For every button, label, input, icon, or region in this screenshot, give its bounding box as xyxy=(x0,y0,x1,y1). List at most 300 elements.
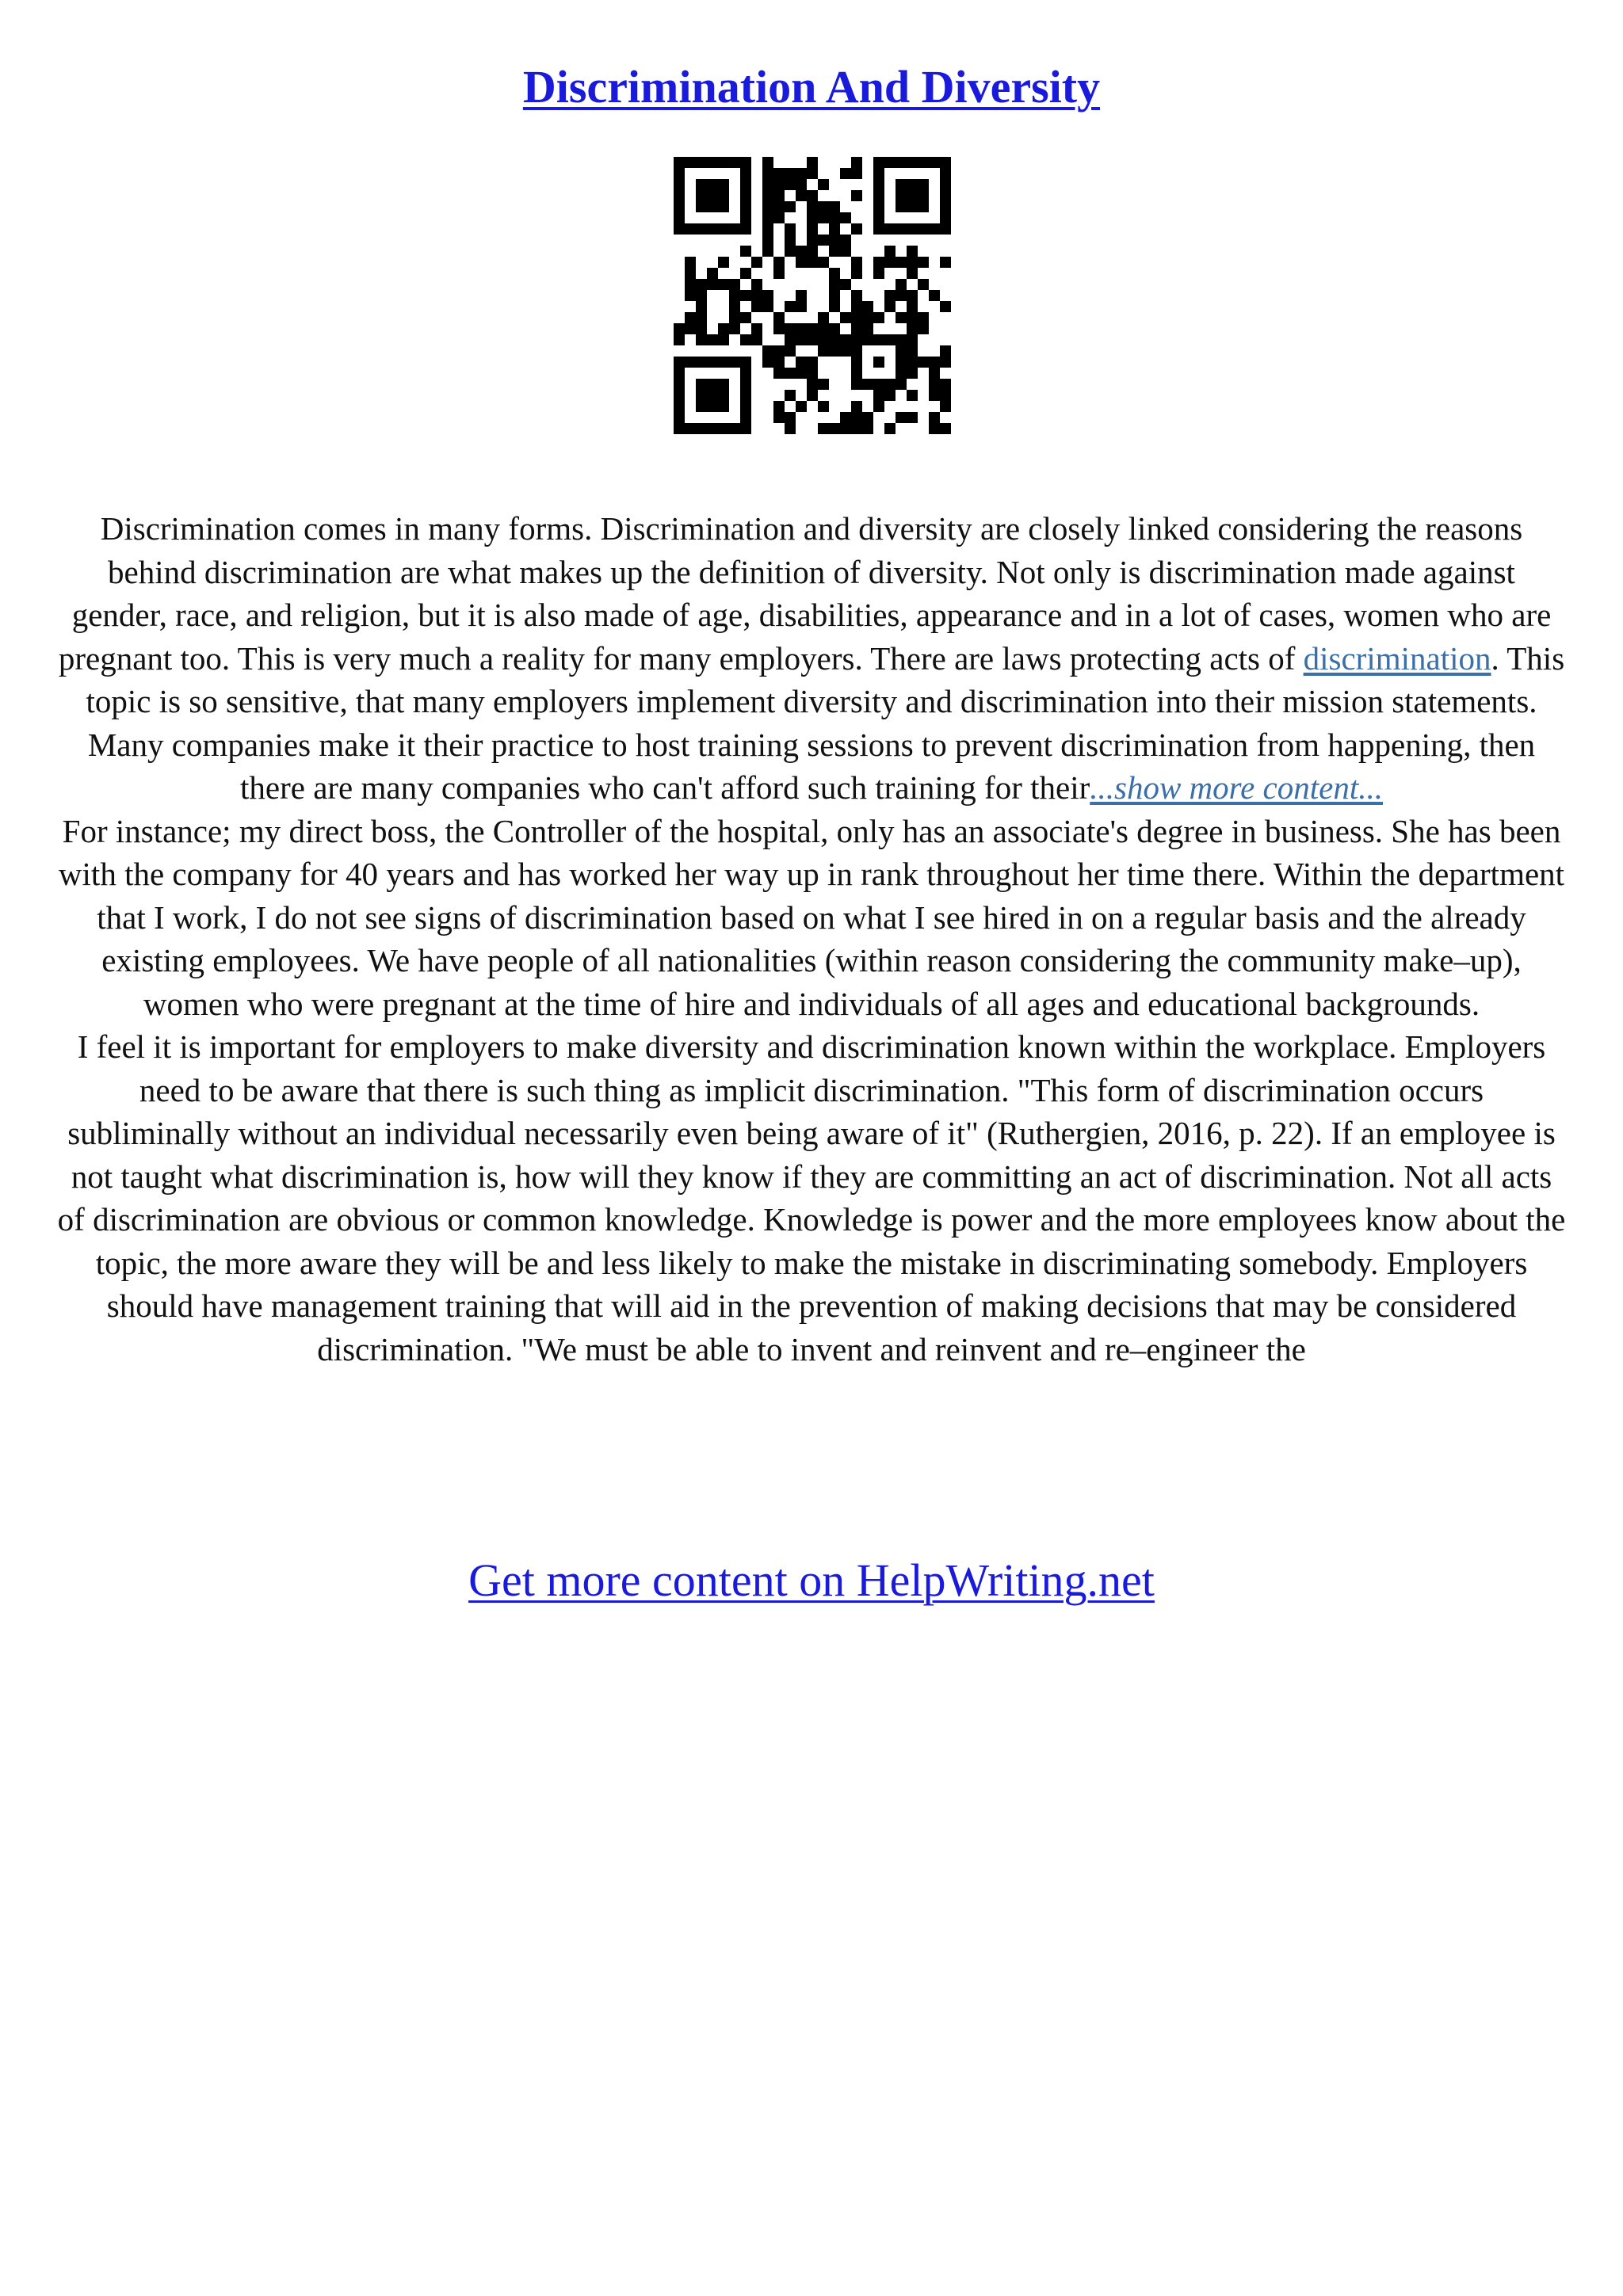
qr-module xyxy=(840,312,851,323)
qr-module xyxy=(685,423,696,434)
qr-module xyxy=(773,345,785,357)
qr-module xyxy=(718,390,729,401)
qr-module xyxy=(807,190,818,201)
qr-module xyxy=(740,190,751,201)
qr-module xyxy=(907,257,918,268)
qr-module xyxy=(884,257,896,268)
qr-module xyxy=(918,357,929,368)
qr-module xyxy=(762,179,773,190)
qr-module xyxy=(773,357,785,368)
qr-module xyxy=(751,290,762,301)
qr-module xyxy=(851,345,862,357)
qr-module xyxy=(884,223,896,235)
qr-module xyxy=(929,423,940,434)
qr-module xyxy=(818,312,829,323)
qr-module xyxy=(884,334,896,345)
qr-module xyxy=(685,290,696,301)
qr-module xyxy=(740,401,751,412)
qr-module xyxy=(907,268,918,279)
qr-module xyxy=(862,301,873,312)
qr-module xyxy=(907,190,918,201)
qr-module xyxy=(773,168,785,179)
qr-module xyxy=(773,179,785,190)
qr-module xyxy=(796,246,807,257)
qr-module xyxy=(807,368,818,379)
qr-module xyxy=(873,401,884,412)
qr-module xyxy=(829,223,840,235)
qr-module xyxy=(862,379,873,390)
qr-module xyxy=(807,235,818,246)
qr-module xyxy=(707,357,718,368)
qr-module xyxy=(807,357,818,368)
qr-module xyxy=(818,179,829,190)
qr-module xyxy=(674,201,685,212)
qr-module xyxy=(829,279,840,290)
qr-module xyxy=(918,312,929,323)
qr-module xyxy=(674,334,685,345)
qr-module xyxy=(907,201,918,212)
qr-module xyxy=(851,290,862,301)
qr-module xyxy=(873,390,884,401)
qr-module xyxy=(674,368,685,379)
qr-module xyxy=(751,301,762,312)
qr-module xyxy=(907,223,918,235)
qr-module xyxy=(762,357,773,368)
qr-module xyxy=(785,301,796,312)
qr-module xyxy=(751,257,762,268)
qr-module xyxy=(907,290,918,301)
qr-module xyxy=(696,223,707,235)
qr-module xyxy=(785,334,796,345)
qr-module xyxy=(840,334,851,345)
page-title xyxy=(0,55,1623,119)
qr-module xyxy=(918,223,929,235)
qr-module xyxy=(773,201,785,212)
qr-module xyxy=(862,412,873,423)
qr-module xyxy=(785,390,796,401)
paragraph-1-text: Discrimination comes in many forms. Discrimination and diversity are closely linked considering the reasons behind discrimination are what makes up the definition of diversity. Not only is discrimination made against gender, race, and religion, but it is also made of age, disabilities, appearance and in a lot of cases, women who are pregnant too. This is very much a reality for many employers. There are laws protecting acts of xyxy=(58,510,1552,677)
qr-module xyxy=(696,334,707,345)
qr-module xyxy=(896,312,907,323)
qr-module xyxy=(851,379,862,390)
qr-module xyxy=(740,368,751,379)
paragraph-1-text-continued: . This topic is so sensitive, that many employers implement diversity and discrimination into their mission statements. Many companies make it their practice to host training sessions to prevent discrimination from happening, then there are many companies who can't afford such training for their xyxy=(86,639,1565,806)
qr-module xyxy=(807,257,818,268)
qr-module xyxy=(762,190,773,201)
cta-section xyxy=(0,1549,1623,1612)
qr-module xyxy=(896,279,907,290)
qr-module xyxy=(796,357,807,368)
qr-module xyxy=(785,235,796,246)
qr-module xyxy=(762,223,773,235)
qr-module xyxy=(785,201,796,212)
qr-module xyxy=(796,179,807,190)
qr-module xyxy=(840,246,851,257)
qr-module xyxy=(896,157,907,168)
title-link[interactable]: Discrimination And Diversity xyxy=(522,61,1101,113)
qr-module xyxy=(740,423,751,434)
qr-module xyxy=(773,268,785,279)
qr-module xyxy=(674,157,685,168)
qr-module xyxy=(773,368,785,379)
qr-module xyxy=(718,334,729,345)
qr-module xyxy=(918,257,929,268)
qr-module xyxy=(873,223,884,235)
qr-module xyxy=(718,379,729,390)
qr-module xyxy=(907,301,918,312)
qr-module xyxy=(896,223,907,235)
qr-module xyxy=(696,301,707,312)
qr-module xyxy=(785,179,796,190)
qr-module xyxy=(740,357,751,368)
qr-module xyxy=(818,201,829,212)
qr-module xyxy=(929,223,940,235)
qr-module xyxy=(685,157,696,168)
qr-module xyxy=(729,423,740,434)
qr-module xyxy=(696,179,707,190)
paragraph-1 xyxy=(57,507,1566,810)
qr-module xyxy=(873,157,884,168)
qr-module xyxy=(707,268,718,279)
qr-module xyxy=(851,423,862,434)
qr-module xyxy=(696,312,707,323)
qr-module xyxy=(796,190,807,201)
qr-module xyxy=(696,201,707,212)
qr-module xyxy=(873,268,884,279)
qr-module xyxy=(796,334,807,345)
qr-module xyxy=(707,201,718,212)
qr-module xyxy=(785,412,796,423)
qr-module xyxy=(829,301,840,312)
qr-module xyxy=(929,379,940,390)
qr-module xyxy=(807,168,818,179)
qr-module xyxy=(884,390,896,401)
qr-module xyxy=(918,179,929,190)
show-more-link[interactable]: ...show more content... xyxy=(1090,769,1383,806)
qr-module xyxy=(818,345,829,357)
qr-module xyxy=(785,223,796,235)
qr-module xyxy=(762,246,773,257)
qr-module xyxy=(718,223,729,235)
qr-module xyxy=(896,412,907,423)
qr-module xyxy=(829,290,840,301)
qr-module xyxy=(818,423,829,434)
qr-module xyxy=(896,290,907,301)
qr-module xyxy=(807,334,818,345)
qr-module xyxy=(696,157,707,168)
qr-module xyxy=(729,223,740,235)
qr-module xyxy=(718,179,729,190)
qr-module xyxy=(751,323,762,334)
qr-module xyxy=(796,401,807,412)
qr-module xyxy=(740,246,751,257)
qr-module xyxy=(685,223,696,235)
qr-module xyxy=(729,312,740,323)
qr-module xyxy=(873,179,884,190)
qr-module xyxy=(940,168,951,179)
qr-module xyxy=(840,279,851,290)
qr-module xyxy=(685,279,696,290)
qr-module xyxy=(762,235,773,246)
qr-module xyxy=(873,190,884,201)
qr-module xyxy=(707,334,718,345)
qr-module xyxy=(873,212,884,223)
qr-module xyxy=(907,345,918,357)
qr-module xyxy=(907,412,918,423)
qr-module xyxy=(851,257,862,268)
qr-module xyxy=(696,323,707,334)
qr-module xyxy=(785,423,796,434)
qr-module xyxy=(785,368,796,379)
qr-module xyxy=(918,323,929,334)
qr-module xyxy=(907,390,918,401)
qr-module xyxy=(851,412,862,423)
qr-module xyxy=(818,334,829,345)
qr-module xyxy=(773,401,785,412)
qr-module xyxy=(740,312,751,323)
qr-module xyxy=(707,157,718,168)
qr-module xyxy=(729,301,740,312)
qr-module xyxy=(929,368,940,379)
qr-module xyxy=(851,268,862,279)
qr-module xyxy=(718,190,729,201)
qr-module xyxy=(685,323,696,334)
qr-module xyxy=(674,412,685,423)
discrimination-link[interactable]: discrimination xyxy=(1303,639,1491,677)
qr-module xyxy=(707,223,718,235)
qr-module xyxy=(707,179,718,190)
qr-module xyxy=(762,290,773,301)
qr-module xyxy=(940,345,951,357)
qr-module xyxy=(851,312,862,323)
qr-module xyxy=(762,157,773,168)
qr-module xyxy=(751,334,762,345)
qr-module xyxy=(796,257,807,268)
qr-module xyxy=(884,246,896,257)
qr-module xyxy=(940,157,951,168)
qr-module xyxy=(674,323,685,334)
qr-module xyxy=(762,212,773,223)
qr-module xyxy=(796,323,807,334)
qr-module xyxy=(685,312,696,323)
qr-module xyxy=(762,168,773,179)
qr-module xyxy=(674,423,685,434)
qr-module xyxy=(818,379,829,390)
qr-module xyxy=(862,423,873,434)
qr-module xyxy=(773,312,785,323)
qr-module xyxy=(773,323,785,334)
qr-module xyxy=(740,212,751,223)
qr-module xyxy=(740,334,751,345)
qr-module xyxy=(807,390,818,401)
qr-module xyxy=(818,323,829,334)
qr-module xyxy=(729,157,740,168)
qr-module xyxy=(785,246,796,257)
qr-module xyxy=(929,412,940,423)
qr-module xyxy=(696,279,707,290)
qr-module xyxy=(707,190,718,201)
qr-module xyxy=(807,223,818,235)
qr-module xyxy=(929,390,940,401)
qr-module xyxy=(807,212,818,223)
qr-module xyxy=(674,168,685,179)
qr-module xyxy=(707,279,718,290)
qr-code-icon xyxy=(674,157,951,434)
qr-module xyxy=(729,279,740,290)
qr-module xyxy=(718,157,729,168)
qr-module xyxy=(773,257,785,268)
qr-module xyxy=(884,157,896,168)
qr-module xyxy=(696,401,707,412)
qr-module xyxy=(751,279,762,290)
qr-module xyxy=(907,312,918,323)
qr-module xyxy=(851,157,862,168)
qr-module xyxy=(940,223,951,235)
qr-module xyxy=(718,423,729,434)
qr-module xyxy=(674,223,685,235)
qr-module xyxy=(940,390,951,401)
qr-module xyxy=(873,334,884,345)
qr-module xyxy=(896,345,907,357)
qr-module xyxy=(884,423,896,434)
qr-module xyxy=(696,390,707,401)
qr-module xyxy=(729,357,740,368)
qr-module xyxy=(940,357,951,368)
get-more-content-link[interactable]: Get more content on HelpWriting.net xyxy=(468,1554,1155,1606)
qr-module xyxy=(696,190,707,201)
qr-module xyxy=(851,301,862,312)
qr-module xyxy=(674,379,685,390)
qr-module xyxy=(907,323,918,334)
qr-module xyxy=(873,357,884,368)
qr-module xyxy=(840,412,851,423)
qr-module xyxy=(940,257,951,268)
qr-module xyxy=(896,379,907,390)
qr-module xyxy=(907,368,918,379)
qr-module xyxy=(807,157,818,168)
qr-module xyxy=(674,357,685,368)
qr-module xyxy=(785,345,796,357)
qr-module xyxy=(718,401,729,412)
qr-module xyxy=(862,323,873,334)
qr-module xyxy=(851,368,862,379)
qr-module xyxy=(696,290,707,301)
qr-module xyxy=(862,312,873,323)
qr-module xyxy=(707,390,718,401)
qr-module xyxy=(829,423,840,434)
qr-module xyxy=(685,357,696,368)
qr-module xyxy=(829,345,840,357)
paragraph-2: For instance; my direct boss, the Controller of the hospital, only has an associate's degree in business. She has been with the company for 40 years and has worked her way up in rank throughout her time there. Within the department that I work, I do not see signs of discrimination based on what I see hired in on a regular basis and the already existing employees. We have people of all nationalities (within reason considering the community make–up), women who were pregnant at the time of hire and individuals of all ages and educational backgrounds. xyxy=(58,812,1565,1022)
qr-module xyxy=(740,290,751,301)
qr-module xyxy=(807,246,818,257)
qr-module xyxy=(707,423,718,434)
qr-module xyxy=(851,401,862,412)
qr-module xyxy=(674,401,685,412)
qr-module xyxy=(896,357,907,368)
qr-module xyxy=(707,379,718,390)
qr-module xyxy=(707,401,718,412)
qr-module xyxy=(796,168,807,179)
qr-module xyxy=(762,201,773,212)
qr-module xyxy=(829,212,840,223)
qr-module xyxy=(940,201,951,212)
qr-module xyxy=(740,390,751,401)
qr-module xyxy=(929,290,940,301)
qr-module xyxy=(873,201,884,212)
qr-module xyxy=(896,190,907,201)
qr-module xyxy=(918,279,929,290)
qr-module xyxy=(840,345,851,357)
qr-module xyxy=(884,379,896,390)
qr-module xyxy=(840,212,851,223)
qr-module xyxy=(740,201,751,212)
qr-module xyxy=(740,157,751,168)
qr-module xyxy=(818,235,829,246)
qr-module xyxy=(896,179,907,190)
qr-module xyxy=(896,257,907,268)
qr-module xyxy=(840,235,851,246)
qr-module xyxy=(740,379,751,390)
qr-module xyxy=(940,212,951,223)
qr-module xyxy=(907,179,918,190)
qr-module xyxy=(685,268,696,279)
qr-module xyxy=(696,379,707,390)
qr-module xyxy=(829,268,840,279)
qr-module xyxy=(940,423,951,434)
qr-module xyxy=(907,334,918,345)
qr-module xyxy=(918,157,929,168)
qr-module xyxy=(907,246,918,257)
qr-module xyxy=(796,368,807,379)
qr-module xyxy=(873,257,884,268)
qr-module xyxy=(896,368,907,379)
qr-module xyxy=(851,190,862,201)
qr-module xyxy=(785,168,796,179)
qr-module xyxy=(740,412,751,423)
qr-module xyxy=(729,323,740,334)
qr-module xyxy=(873,312,884,323)
qr-module xyxy=(807,379,818,390)
qr-module xyxy=(718,201,729,212)
qr-module xyxy=(884,301,896,312)
qr-module xyxy=(674,179,685,190)
paragraph-3: I feel it is important for employers to make diversity and discrimination known within the workplace. Employers need to be aware that there is such thing as implicit discrimination. "This form of discrimination occurs subliminally without an individual necessarily even being aware of it" (Ruthergien, 2016, p. 22). If an employee is not taught what discrimination is, how will they know if they are committing an act of discrimination. Not all acts of discrimination are obvious or common knowledge. Knowledge is power and the more employees know about the topic, the more aware they will be and less likely to make the mistake in discriminating somebody. Employers should have management training that will aid in the prevention of making decisions that may be considered discrimination. "We must be able to invent and reinvent and re–engineer the xyxy=(57,1028,1566,1367)
qr-module xyxy=(773,190,785,201)
qr-module xyxy=(696,423,707,434)
qr-module xyxy=(829,323,840,334)
qr-module xyxy=(918,190,929,201)
qr-module xyxy=(796,301,807,312)
qr-module xyxy=(718,323,729,334)
qr-module xyxy=(929,157,940,168)
qr-module xyxy=(940,179,951,190)
qr-module xyxy=(873,168,884,179)
qr-module xyxy=(829,201,840,212)
qr-module xyxy=(896,334,907,345)
qr-module xyxy=(740,179,751,190)
qr-module xyxy=(796,290,807,301)
qr-module xyxy=(718,279,729,290)
qr-module xyxy=(940,401,951,412)
qr-module xyxy=(851,357,862,368)
qr-module xyxy=(873,379,884,390)
qr-module xyxy=(773,412,785,423)
qr-module xyxy=(884,290,896,301)
qr-module xyxy=(818,257,829,268)
qr-module xyxy=(785,323,796,334)
qr-module xyxy=(929,357,940,368)
